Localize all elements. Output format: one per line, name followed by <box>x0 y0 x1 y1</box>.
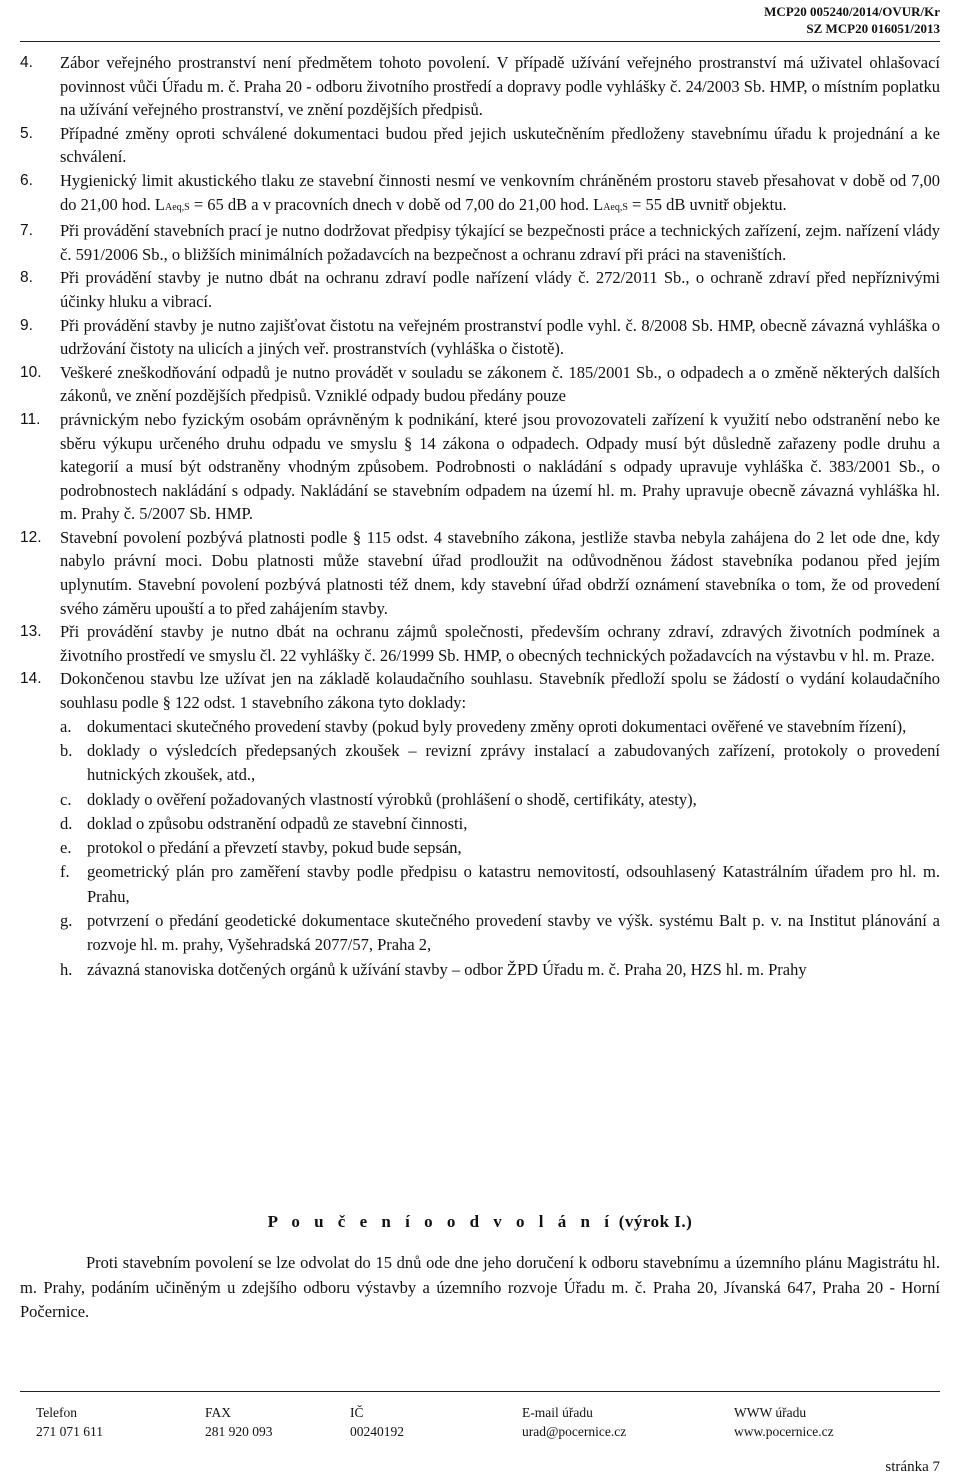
item-text: Případné změny oproti schválené dokumentaci budou před jejich uskutečněním předloženy stavebnímu úřadu k projednání a ke schválení. <box>60 123 940 167</box>
condition-item-4 <box>20 51 940 122</box>
item-letter: h. <box>60 959 73 979</box>
item-text: Hygienický limit akustického tlaku ze stavební činnosti nesmí ve venkovním chráněném prostoru staveb přesahovat v době od 7,00 do 21,00 hod. L <box>60 170 940 214</box>
item-text: Veškeré zneškodňování odpadů je nutno provádět v souladu se zákonem č. 185/2001 Sb., o odpadech a o změně některých dalších zákonů, ve znění pozdějších předpisů. Vzniklé odpady budou předány pouze <box>60 362 940 406</box>
document-item-f <box>60 860 940 909</box>
footer-phone <box>36 1403 103 1441</box>
condition-item-5 <box>20 122 940 169</box>
noise-subscript: Aeq,S <box>603 201 628 213</box>
item-letter: a. <box>60 716 72 736</box>
item-number: 7. <box>20 222 33 240</box>
condition-item-14 <box>20 667 940 981</box>
item-text: geometrický plán pro zaměření stavby podle předpisu o katastru nemovitostí, odsouhlasený Katastrálním úřadem pro hl. m. Prahu, <box>87 862 940 906</box>
item-text: závazná stanoviska dotčených orgánů k užívání stavby – odbor ŽPD Úřadu m. č. Praha 20, HZS hl. m. Prahy <box>87 959 807 979</box>
item-letter: g. <box>60 911 73 930</box>
item-text: doklad o způsobu odstranění odpadů ze stavební činnosti, <box>87 813 468 833</box>
item-text: Při provádění stavby je nutno dbát na ochranu zájmů společnosti, především ochrany zdraví, zdravých životních podmínek a životního prostředí ve smyslu čl. 22 vyhlášky č. 26/1999 Sb. HMP, o obecných technických požadavcích na výstavbu v hl. m. Praze. <box>60 622 940 665</box>
noise-subscript: Aeq,S <box>164 201 190 213</box>
required-documents-list <box>60 715 940 982</box>
item-text: potvrzení o předání geodetické dokumentace skutečného provedení stavby ve výšk. systému Balt p. v. na Institut plánování a rozvoje hl. m. prahy, Vyšehradská 2077/57, Praha 2, <box>87 911 940 955</box>
item-letter: b. <box>60 740 73 760</box>
item-text: Při provádění stavby je nutno dbát na ochranu zdraví podle nařízení vlády č. 272/2011 Sb., o ochraně zdraví před nepříznivými účinky hluku a vibrací. <box>60 268 940 311</box>
footer-value: urad@pocernice.cz <box>522 1424 627 1439</box>
appeal-heading-suffix: (výrok I.) <box>618 1212 693 1231</box>
item-text: doklady o výsledcích předepsaných zkoušek – revizní zprávy instalací a zabudovaných zařízení, protokoly o provedení hutnických zkoušek, atd., <box>87 740 940 785</box>
item-number: 14. <box>20 670 42 688</box>
document-reference <box>764 3 940 37</box>
item-text: Při provádění stavebních prací je nutno dodržovat předpisy týkající se bezpečnosti práce a technických zařízení, zejm. nařízení vlády č. 591/2006 Sb., o bližších minimálních požadavcích na bezpečnost a ochranu zdraví při práci na staveništích. <box>60 221 940 264</box>
footer-value: 271 071 611 <box>36 1424 103 1439</box>
document-item-c <box>60 788 940 812</box>
item-number: 12. <box>20 528 42 546</box>
item-number: 8. <box>20 269 33 287</box>
condition-item-12 <box>20 526 940 620</box>
condition-item-9 <box>20 314 940 361</box>
condition-item-11 <box>20 408 940 526</box>
item-text: Zábor veřejného prostranství není předmětem tohoto povolení. V případě užívání veřejného prostranství má uživatel ohlašovací povinnost vůči Úřadu m. č. Praha 20 - odboru životního prostředí a dopravy podle vyhlášky č. 24/2003 Sb. HMP, o místním poplatku na užívání veřejného prostranství, ve znění pozdějších předpisů. <box>60 53 940 120</box>
item-number: 4. <box>20 54 33 71</box>
item-text: Při provádění stavby je nutno zajišťovat čistotu na veřejném prostranství podle vyhl. č. 8/2008 Sb. HMP, obecně závazná vyhláška o udržování čistoty na ulicích a jiných veř. prostranstvích (vyhláška o čistotě). <box>60 315 940 359</box>
condition-item-8 <box>20 266 940 313</box>
appeal-heading <box>0 1212 960 1232</box>
document-item-d <box>60 812 940 836</box>
item-number: 13. <box>20 623 42 641</box>
condition-item-13 <box>20 620 940 667</box>
footer-web <box>734 1403 834 1441</box>
item-letter: e. <box>60 838 72 858</box>
item-letter: f. <box>60 862 70 882</box>
appeal-heading-title: P o u č e n í o o d v o l á n í <box>267 1212 614 1231</box>
document-item-g <box>60 909 940 958</box>
document-item-h <box>60 958 940 982</box>
item-text: Stavební povolení pozbývá platnosti podle § 115 odst. 4 stavebního zákona, jestliže stavba nebyla zahájena do 2 let ode dne, kdy nabylo právní moci. Dobu platnosti může stavební úřad prodloužit na odůvodněnou žádost stavebníka podanou před jejím uplynutím. Stavební povolení pozbývá platnosti též dnem, kdy stavební úřad obdrží oznámení stavebníka o tom, že od provedení svého záměru upouští a to před zahájením stavby. <box>60 527 940 618</box>
item-number: 9. <box>20 316 33 334</box>
page-number: stránka 7 <box>885 1459 940 1475</box>
header-divider <box>20 41 940 42</box>
item-number: 11. <box>20 410 41 428</box>
item-text: protokol o předání a převzetí stavby, pokud bude sepsán, <box>87 838 462 858</box>
item-letter: d. <box>60 813 73 833</box>
item-text: Dokončenou stavbu lze užívat jen na základě kolaudačního souhlasu. Stavebník předloží spolu se žádostí o vydání kolaudačního souhlasu podle § 122 odst. 1 stavebního zákona tyto doklady: <box>60 669 940 713</box>
footer-label: FAX <box>205 1405 232 1420</box>
item-text: = 65 dB a v pracovních dnech v době od 7,00 do 21,00 hod. L <box>189 194 604 214</box>
footer-value: 00240192 <box>350 1424 404 1439</box>
reference-sz-number: SZ MCP20 016051/2013 <box>806 21 940 36</box>
footer-fax <box>205 1403 273 1441</box>
document-item-b <box>60 739 940 788</box>
document-item-a <box>60 715 940 739</box>
item-text: = 55 dB uvnitř objektu. <box>627 194 787 214</box>
footer-ic <box>350 1403 404 1441</box>
conditions-list <box>20 51 940 982</box>
document-item-e <box>60 836 940 860</box>
item-text: dokumentaci skutečného provedení stavby (pokud byly provedeny změny oproti dokumentaci ověřené ve stavebním řízení), <box>87 716 907 736</box>
condition-item-10 <box>20 361 940 408</box>
footer-label: E-mail úřadu <box>522 1405 593 1420</box>
appeal-instructions: Proti stavebním povolení se lze odvolat do 15 dnů ode dne jeho doručení k odboru stavebnímu a územního plánu Magistrátu hl. m. Prahy, podáním učiněným u zdejšího odboru výstavby a územního rozvoje Úřadu m. č. Praha 20, Jívanská 647, Praha 20 - Horní Počernice. <box>20 1253 940 1321</box>
item-number: 6. <box>20 171 33 189</box>
footer-value: www.pocernice.cz <box>734 1424 834 1439</box>
footer-value: 281 920 093 <box>205 1424 273 1439</box>
item-letter: c. <box>60 789 72 809</box>
item-number: 5. <box>20 124 33 142</box>
item-text: právnickým nebo fyzickým osobám oprávněným k podnikání, které jsou provozovateli zařízení k využití nebo odstranění nebo ke sběru výkupu určeného druhu odpadu ve smyslu § 14 zákona o odpadech. Odpady musí být důsledně zařazeny podle druhu a kategorií a musí být odstraněny vhodným způsobem. Podrobnosti o nakládání s odpady upravuje vyhláška č. 383/2001 Sb., o podrobnostech nakládání s odpady. Nakládání se stavebním odpadem na území hl. m. Prahy upravuje obecně závazná vyhláška hl. m. Prahy č. 5/2007 Sb. HMP. <box>60 409 940 524</box>
footer-email <box>522 1403 626 1441</box>
footer-label: IČ <box>350 1405 364 1420</box>
condition-item-7 <box>20 219 940 266</box>
footer-divider <box>20 1391 940 1392</box>
footer-label: Telefon <box>36 1405 78 1420</box>
footer-label: WWW úřadu <box>734 1405 807 1420</box>
item-number: 10. <box>20 363 42 381</box>
reference-number: MCP20 005240/2014/OVUR/Kr <box>764 4 940 19</box>
condition-item-6 <box>20 169 940 219</box>
item-text: doklady o ověření požadovaných vlastností výrobků (prohlášení o shodě, certifikáty, atesty), <box>87 789 697 809</box>
